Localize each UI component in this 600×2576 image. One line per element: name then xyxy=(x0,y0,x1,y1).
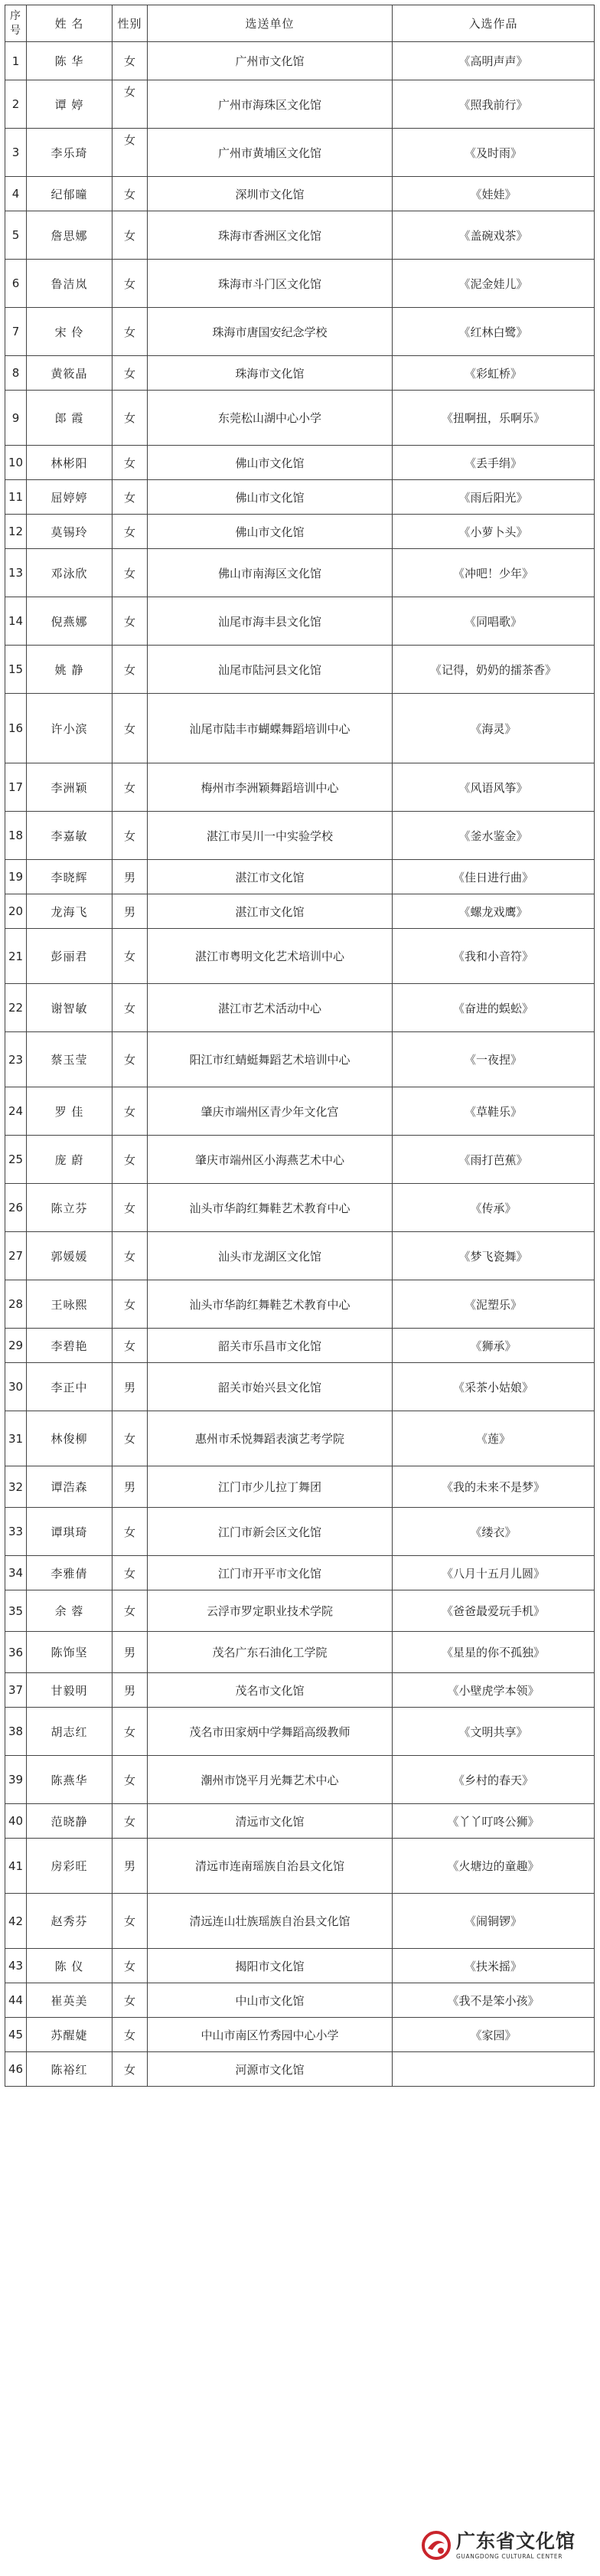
submitting-unit: 清远市连南瑶族自治县文化馆 xyxy=(148,1839,393,1894)
selected-work: 《佳日进行曲》 xyxy=(393,860,595,894)
selected-work: 《及时雨》 xyxy=(393,129,595,177)
selected-work: 《一夜捏》 xyxy=(393,1032,595,1087)
row-number: 1 xyxy=(5,42,27,80)
selected-work: 《红林白鹭》 xyxy=(393,308,595,356)
selected-work: 《乡村的春天》 xyxy=(393,1756,595,1804)
selected-work: 《文明共享》 xyxy=(393,1708,595,1756)
performer-sex: 女 xyxy=(112,763,148,812)
submitting-unit: 揭阳市文化馆 xyxy=(148,1949,393,1983)
selected-work: 《照我前行》 xyxy=(393,80,595,129)
performer-sex: 女 xyxy=(112,694,148,763)
submitting-unit: 云浮市罗定职业技术学院 xyxy=(148,1590,393,1632)
performer-name: 陈 华 xyxy=(27,42,112,80)
performer-sex: 男 xyxy=(112,894,148,929)
row-number: 30 xyxy=(5,1363,27,1411)
table-row xyxy=(5,1087,595,1136)
performer-sex: 女 xyxy=(112,1949,148,1983)
selected-work: 《家园》 xyxy=(393,2018,595,2052)
performer-name: 李正中 xyxy=(27,1363,112,1411)
performer-name: 陈立芬 xyxy=(27,1184,112,1232)
performer-sex: 女 xyxy=(112,1087,148,1136)
performer-sex: 女 xyxy=(112,597,148,646)
selected-work: 《我和小音符》 xyxy=(393,929,595,984)
row-number: 46 xyxy=(5,2052,27,2087)
performer-sex: 女 xyxy=(112,1232,148,1280)
submitting-unit: 珠海市香洲区文化馆 xyxy=(148,211,393,260)
selected-work: 《风语风筝》 xyxy=(393,763,595,812)
table-row xyxy=(5,177,595,211)
header-row xyxy=(5,5,595,42)
performer-name: 谭琪琦 xyxy=(27,1508,112,1556)
submitting-unit: 佛山市文化馆 xyxy=(148,480,393,515)
selected-work: 《闹铜锣》 xyxy=(393,1894,595,1949)
selected-work: 《海灵》 xyxy=(393,694,595,763)
performer-name: 詹思娜 xyxy=(27,211,112,260)
performer-name: 范晓静 xyxy=(27,1804,112,1839)
row-number: 28 xyxy=(5,1280,27,1329)
submitting-unit: 阳江市红蜻蜓舞蹈艺术培训中心 xyxy=(148,1032,393,1087)
performer-name: 甘毅明 xyxy=(27,1673,112,1708)
submitting-unit: 汕头市华韵红舞鞋艺术教育中心 xyxy=(148,1184,393,1232)
submitting-unit: 茂名市文化馆 xyxy=(148,1673,393,1708)
performer-sex: 女 xyxy=(112,480,148,515)
table-row xyxy=(5,80,595,129)
performer-name: 倪燕娜 xyxy=(27,597,112,646)
table-row xyxy=(5,1804,595,1839)
performer-name: 陈燕华 xyxy=(27,1756,112,1804)
header-work: 入选作品 xyxy=(393,5,595,42)
performer-name: 谢智敏 xyxy=(27,984,112,1032)
row-number: 24 xyxy=(5,1087,27,1136)
table-row xyxy=(5,1466,595,1508)
performer-sex: 女 xyxy=(112,646,148,694)
performer-name: 赵秀芬 xyxy=(27,1894,112,1949)
submitting-unit: 汕尾市陆丰市蝴蝶舞蹈培训中心 xyxy=(148,694,393,763)
performer-sex: 女 xyxy=(112,1708,148,1756)
row-number: 18 xyxy=(5,812,27,860)
table-row xyxy=(5,1839,595,1894)
header-no: 序号 xyxy=(5,5,27,42)
performer-sex: 女 xyxy=(112,1136,148,1184)
performer-sex: 女 xyxy=(112,1556,148,1590)
performer-name: 陈饰坚 xyxy=(27,1632,112,1673)
performer-sex: 女 xyxy=(112,129,148,177)
performer-name: 李洲颖 xyxy=(27,763,112,812)
row-number: 11 xyxy=(5,480,27,515)
submitting-unit: 惠州市禾悦舞蹈表演艺考学院 xyxy=(148,1411,393,1466)
table-row xyxy=(5,211,595,260)
performer-sex: 男 xyxy=(112,1363,148,1411)
header-name: 姓 名 xyxy=(27,5,112,42)
row-number: 26 xyxy=(5,1184,27,1232)
row-number: 2 xyxy=(5,80,27,129)
performer-sex: 女 xyxy=(112,2018,148,2052)
row-number: 5 xyxy=(5,211,27,260)
selected-work: 《高明声声》 xyxy=(393,42,595,80)
performer-sex: 女 xyxy=(112,929,148,984)
table-row xyxy=(5,1329,595,1363)
table-row xyxy=(5,446,595,480)
selected-work: 《釜水鉴金》 xyxy=(393,812,595,860)
table-row xyxy=(5,812,595,860)
submitting-unit: 江门市少儿拉丁舞团 xyxy=(148,1466,393,1508)
selected-work: 《小壁虎学本领》 xyxy=(393,1673,595,1708)
performer-name: 庞 蔚 xyxy=(27,1136,112,1184)
performer-name: 宋 伶 xyxy=(27,308,112,356)
submitting-unit: 中山市南区竹秀园中心小学 xyxy=(148,2018,393,2052)
row-number: 17 xyxy=(5,763,27,812)
performer-sex: 女 xyxy=(112,356,148,391)
submitting-unit: 肇庆市端州区小海燕艺术中心 xyxy=(148,1136,393,1184)
row-number: 8 xyxy=(5,356,27,391)
table-row xyxy=(5,1136,595,1184)
performer-sex: 男 xyxy=(112,1673,148,1708)
performer-name: 陈裕红 xyxy=(27,2052,112,2087)
performer-name: 纪郁曈 xyxy=(27,177,112,211)
selected-work: 《丢手绢》 xyxy=(393,446,595,480)
selected-work: 《记得，奶奶的擂茶香》 xyxy=(393,646,595,694)
table-row xyxy=(5,1232,595,1280)
submitting-unit: 汕尾市海丰县文化馆 xyxy=(148,597,393,646)
submitting-unit: 湛江市文化馆 xyxy=(148,894,393,929)
table-row xyxy=(5,1363,595,1411)
performer-name: 龙海飞 xyxy=(27,894,112,929)
selected-work: 《雨打芭蕉》 xyxy=(393,1136,595,1184)
performer-name: 苏醒婕 xyxy=(27,2018,112,2052)
performer-name: 黄筱晶 xyxy=(27,356,112,391)
table-row xyxy=(5,1411,595,1466)
table-row xyxy=(5,391,595,446)
row-number: 25 xyxy=(5,1136,27,1184)
row-number: 38 xyxy=(5,1708,27,1756)
performer-sex: 男 xyxy=(112,1839,148,1894)
performer-sex: 女 xyxy=(112,177,148,211)
table-row xyxy=(5,1032,595,1087)
performer-name: 罗 佳 xyxy=(27,1087,112,1136)
selected-work: 《盖碗戏茶》 xyxy=(393,211,595,260)
performer-sex: 女 xyxy=(112,1590,148,1632)
row-number: 7 xyxy=(5,308,27,356)
table-row xyxy=(5,1949,595,1983)
table-row xyxy=(5,2018,595,2052)
table-row xyxy=(5,1708,595,1756)
submitting-unit: 河源市文化馆 xyxy=(148,2052,393,2087)
performer-sex: 女 xyxy=(112,391,148,446)
performer-name: 李嘉敏 xyxy=(27,812,112,860)
submitting-unit: 深圳市文化馆 xyxy=(148,177,393,211)
row-number: 41 xyxy=(5,1839,27,1894)
row-number: 27 xyxy=(5,1232,27,1280)
selected-work: 《我的未来不是梦》 xyxy=(393,1466,595,1508)
performer-sex: 女 xyxy=(112,2052,148,2087)
submitting-unit: 佛山市文化馆 xyxy=(148,515,393,549)
table-row xyxy=(5,260,595,308)
submitting-unit: 广州市文化馆 xyxy=(148,42,393,80)
performer-sex: 女 xyxy=(112,1032,148,1087)
performer-name: 李乐琦 xyxy=(27,129,112,177)
performer-name: 蔡玉莹 xyxy=(27,1032,112,1087)
selected-work: 《螺龙戏鹰》 xyxy=(393,894,595,929)
table-row xyxy=(5,860,595,894)
row-number: 36 xyxy=(5,1632,27,1673)
row-number: 9 xyxy=(5,391,27,446)
table-row xyxy=(5,929,595,984)
performer-name: 谭 婷 xyxy=(27,80,112,129)
selected-work: 《泥塑乐》 xyxy=(393,1280,595,1329)
performer-name: 余 蓉 xyxy=(27,1590,112,1632)
row-number: 45 xyxy=(5,2018,27,2052)
table-row xyxy=(5,1673,595,1708)
header-sex: 性别 xyxy=(112,5,148,42)
performer-sex: 女 xyxy=(112,549,148,597)
submitting-unit: 珠海市唐国安纪念学校 xyxy=(148,308,393,356)
row-number: 12 xyxy=(5,515,27,549)
submitting-unit: 梅州市李洲颖舞蹈培训中心 xyxy=(148,763,393,812)
row-number: 4 xyxy=(5,177,27,211)
submitting-unit: 佛山市南海区文化馆 xyxy=(148,549,393,597)
submitting-unit: 清远连山壮族瑶族自治县文化馆 xyxy=(148,1894,393,1949)
row-number: 6 xyxy=(5,260,27,308)
performer-name: 林彬阳 xyxy=(27,446,112,480)
selected-work: 《奋进的蜈蚣》 xyxy=(393,984,595,1032)
submitting-unit: 清远市文化馆 xyxy=(148,1804,393,1839)
submitting-unit: 中山市文化馆 xyxy=(148,1983,393,2018)
submitting-unit: 肇庆市端州区青少年文化宫 xyxy=(148,1087,393,1136)
selected-work: 《采茶小姑娘》 xyxy=(393,1363,595,1411)
submitting-unit: 汕头市华韵红舞鞋艺术教育中心 xyxy=(148,1280,393,1329)
submitting-unit: 湛江市文化馆 xyxy=(148,860,393,894)
selection-list-table xyxy=(5,5,595,2087)
row-number: 13 xyxy=(5,549,27,597)
performer-sex: 女 xyxy=(112,1329,148,1363)
gdcc-logo-icon xyxy=(421,2530,452,2561)
performer-sex: 女 xyxy=(112,1411,148,1466)
table-row xyxy=(5,515,595,549)
submitting-unit: 韶关市乐昌市文化馆 xyxy=(148,1329,393,1363)
table-row xyxy=(5,1756,595,1804)
table-row xyxy=(5,1590,595,1632)
row-number: 10 xyxy=(5,446,27,480)
performer-sex: 男 xyxy=(112,860,148,894)
row-number: 37 xyxy=(5,1673,27,1708)
performer-name: 屈婷婷 xyxy=(27,480,112,515)
row-number: 3 xyxy=(5,129,27,177)
selected-work: 《同唱歌》 xyxy=(393,597,595,646)
performer-sex: 女 xyxy=(112,308,148,356)
performer-sex: 女 xyxy=(112,812,148,860)
row-number: 39 xyxy=(5,1756,27,1804)
logo-english-text: GUANGDONG CULTURAL CENTER xyxy=(456,2553,562,2560)
submitting-unit: 茂名市田家炳中学舞蹈高级教师 xyxy=(148,1708,393,1756)
row-number: 42 xyxy=(5,1894,27,1949)
performer-sex: 女 xyxy=(112,1280,148,1329)
selected-work: 《娃娃》 xyxy=(393,177,595,211)
performer-sex: 女 xyxy=(112,211,148,260)
performer-sex: 女 xyxy=(112,42,148,80)
selected-work: 《雨后阳光》 xyxy=(393,480,595,515)
performer-sex: 男 xyxy=(112,1632,148,1673)
performer-sex: 女 xyxy=(112,446,148,480)
row-number: 40 xyxy=(5,1804,27,1839)
performer-sex: 女 xyxy=(112,515,148,549)
row-number: 22 xyxy=(5,984,27,1032)
row-number: 44 xyxy=(5,1983,27,2018)
performer-name: 彭丽君 xyxy=(27,929,112,984)
submitting-unit: 江门市新会区文化馆 xyxy=(148,1508,393,1556)
selected-work: 《星星的你不孤独》 xyxy=(393,1632,595,1673)
submitting-unit: 广州市海珠区文化馆 xyxy=(148,80,393,129)
row-number: 14 xyxy=(5,597,27,646)
table-row xyxy=(5,549,595,597)
selected-work: 《传承》 xyxy=(393,1184,595,1232)
selected-work: 《丫丫叮咚公狮》 xyxy=(393,1804,595,1839)
submitting-unit: 东莞松山湖中心小学 xyxy=(148,391,393,446)
selected-work: 《草鞋乐》 xyxy=(393,1087,595,1136)
submitting-unit: 汕尾市陆河县文化馆 xyxy=(148,646,393,694)
row-number: 29 xyxy=(5,1329,27,1363)
table-row xyxy=(5,1632,595,1673)
submitting-unit: 珠海市文化馆 xyxy=(148,356,393,391)
performer-name: 郎 霞 xyxy=(27,391,112,446)
performer-name: 郭媛媛 xyxy=(27,1232,112,1280)
row-number: 31 xyxy=(5,1411,27,1466)
row-number: 43 xyxy=(5,1949,27,1983)
table-row xyxy=(5,894,595,929)
performer-sex: 女 xyxy=(112,1894,148,1949)
performer-name: 崔英美 xyxy=(27,1983,112,2018)
table-row xyxy=(5,1280,595,1329)
performer-name: 胡志红 xyxy=(27,1708,112,1756)
selected-work: 《扶米摇》 xyxy=(393,1949,595,1983)
performer-sex: 女 xyxy=(112,1756,148,1804)
selected-work xyxy=(393,2052,595,2087)
submitting-unit: 广州市黄埔区文化馆 xyxy=(148,129,393,177)
submitting-unit: 佛山市文化馆 xyxy=(148,446,393,480)
performer-sex: 女 xyxy=(112,1508,148,1556)
selected-work: 《我不是笨小孩》 xyxy=(393,1983,595,2018)
submitting-unit: 韶关市始兴县文化馆 xyxy=(148,1363,393,1411)
performer-sex: 女 xyxy=(112,984,148,1032)
row-number: 16 xyxy=(5,694,27,763)
submitting-unit: 江门市开平市文化馆 xyxy=(148,1556,393,1590)
performer-sex: 女 xyxy=(112,260,148,308)
selected-work: 《扭啊扭，乐啊乐》 xyxy=(393,391,595,446)
row-number: 33 xyxy=(5,1508,27,1556)
performer-name: 邓泳欣 xyxy=(27,549,112,597)
performer-name: 林俊柳 xyxy=(27,1411,112,1466)
submitting-unit: 汕头市龙湖区文化馆 xyxy=(148,1232,393,1280)
performer-name: 李晓辉 xyxy=(27,860,112,894)
row-number: 15 xyxy=(5,646,27,694)
table-row xyxy=(5,1184,595,1232)
performer-name: 房彩旺 xyxy=(27,1839,112,1894)
performer-sex: 女 xyxy=(112,1804,148,1839)
table-row xyxy=(5,356,595,391)
row-number: 21 xyxy=(5,929,27,984)
performer-name: 鲁洁岚 xyxy=(27,260,112,308)
selected-work: 《狮承》 xyxy=(393,1329,595,1363)
performer-name: 许小滨 xyxy=(27,694,112,763)
performer-name: 李雅倩 xyxy=(27,1556,112,1590)
logo-chinese-text: 广东省文化馆 xyxy=(456,2530,576,2552)
table-row xyxy=(5,646,595,694)
submitting-unit: 茂名广东石油化工学院 xyxy=(148,1632,393,1673)
performer-sex: 女 xyxy=(112,80,148,129)
submitting-unit: 湛江市艺术活动中心 xyxy=(148,984,393,1032)
performer-sex: 女 xyxy=(112,1184,148,1232)
table-row xyxy=(5,1508,595,1556)
performer-name: 陈 仪 xyxy=(27,1949,112,1983)
table-row xyxy=(5,129,595,177)
selected-work: 《彩虹桥》 xyxy=(393,356,595,391)
selected-work: 《小萝卜头》 xyxy=(393,515,595,549)
performer-name: 谭浩森 xyxy=(27,1466,112,1508)
table-row xyxy=(5,597,595,646)
table-row xyxy=(5,1556,595,1590)
table-row xyxy=(5,480,595,515)
row-number: 35 xyxy=(5,1590,27,1632)
submitting-unit: 湛江市粤明文化艺术培训中心 xyxy=(148,929,393,984)
performer-sex: 女 xyxy=(112,1983,148,2018)
performer-name: 李碧艳 xyxy=(27,1329,112,1363)
row-number: 34 xyxy=(5,1556,27,1590)
selected-work: 《爸爸最爱玩手机》 xyxy=(393,1590,595,1632)
selected-work: 《火塘边的童趣》 xyxy=(393,1839,595,1894)
selected-work: 《莲》 xyxy=(393,1411,595,1466)
submitting-unit: 湛江市吴川一中实验学校 xyxy=(148,812,393,860)
gdcc-logo xyxy=(421,2522,589,2568)
table-row xyxy=(5,1894,595,1949)
selected-work: 《冲吧！少年》 xyxy=(393,549,595,597)
selected-work: 《泥金娃儿》 xyxy=(393,260,595,308)
selected-work: 《八月十五月儿圆》 xyxy=(393,1556,595,1590)
performer-name: 姚 静 xyxy=(27,646,112,694)
table-row xyxy=(5,42,595,80)
table-row xyxy=(5,763,595,812)
selected-work: 《梦飞瓷舞》 xyxy=(393,1232,595,1280)
performer-name: 莫锡玲 xyxy=(27,515,112,549)
row-number: 19 xyxy=(5,860,27,894)
table-row xyxy=(5,1983,595,2018)
selected-work: 《缕衣》 xyxy=(393,1508,595,1556)
performer-name: 王咏熙 xyxy=(27,1280,112,1329)
row-number: 20 xyxy=(5,894,27,929)
table-row xyxy=(5,984,595,1032)
row-number: 32 xyxy=(5,1466,27,1508)
header-unit: 选送单位 xyxy=(148,5,393,42)
table-row xyxy=(5,694,595,763)
performer-sex: 男 xyxy=(112,1466,148,1508)
table-row xyxy=(5,2052,595,2087)
row-number: 23 xyxy=(5,1032,27,1087)
submitting-unit: 潮州市饶平月光舞艺术中心 xyxy=(148,1756,393,1804)
submitting-unit: 珠海市斗门区文化馆 xyxy=(148,260,393,308)
table-row xyxy=(5,308,595,356)
